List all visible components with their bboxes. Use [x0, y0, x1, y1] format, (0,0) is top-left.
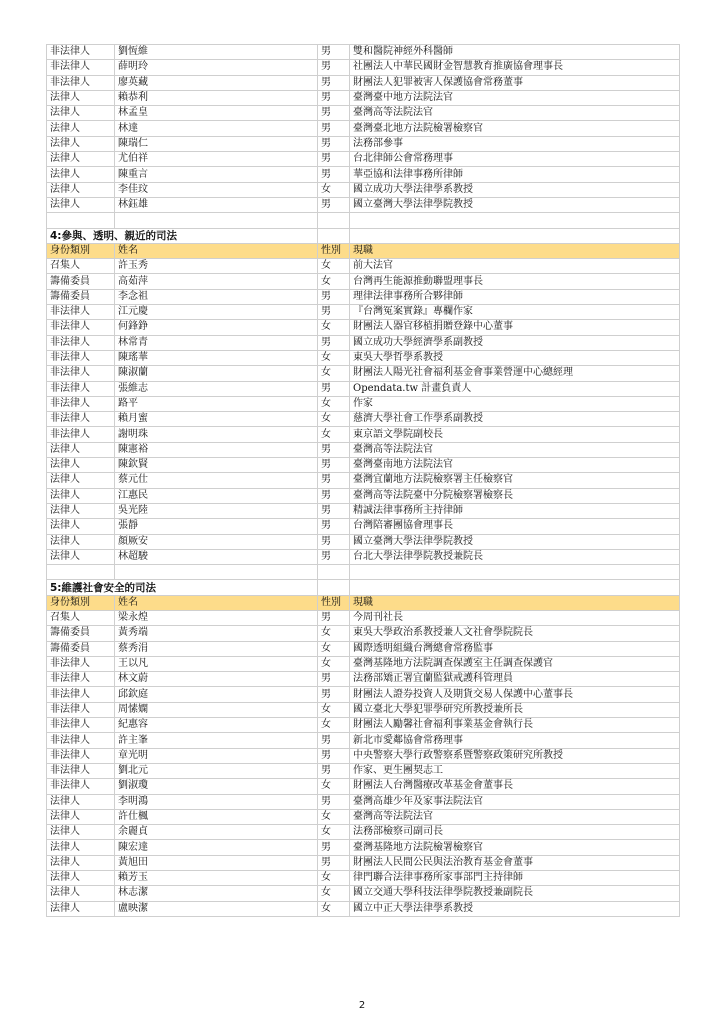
gender-cell: 男 — [318, 90, 350, 105]
gender-cell — [318, 565, 350, 580]
identity-cell: 召集人 — [47, 259, 115, 274]
empty-cell — [318, 580, 350, 595]
table-row — [47, 488, 680, 503]
position-cell: 臺灣基隆地方法院檢署檢察官 — [350, 840, 680, 855]
gender-cell: 男 — [318, 534, 350, 549]
identity-cell: 非法律人 — [47, 75, 115, 90]
gender-cell: 男 — [318, 519, 350, 534]
name-cell: 劉北元 — [115, 763, 318, 778]
gender-cell: 男 — [318, 473, 350, 488]
name-cell: 許仕楓 — [115, 809, 318, 824]
position-cell: 東吳大學哲學系教授 — [350, 350, 680, 365]
table-row — [47, 503, 680, 518]
gender-cell: 男 — [318, 442, 350, 457]
identity-cell: 法律人 — [47, 534, 115, 549]
position-cell: 東京語文學院副校長 — [350, 427, 680, 442]
identity-cell: 法律人 — [47, 152, 115, 167]
table-row — [47, 718, 680, 733]
name-cell: 王以凡 — [115, 656, 318, 671]
gender-cell: 女 — [318, 809, 350, 824]
gender-cell: 女 — [318, 427, 350, 442]
name-cell: 紀惠容 — [115, 718, 318, 733]
gender-cell: 男 — [318, 106, 350, 121]
position-cell: 台灣再生能源推動聯盟理事長 — [350, 274, 680, 289]
position-cell: 國際透明組織台灣總會常務監事 — [350, 641, 680, 656]
blank-row — [47, 565, 680, 580]
table-row — [47, 794, 680, 809]
table-row — [47, 289, 680, 304]
gender-cell: 男 — [318, 305, 350, 320]
table-row — [47, 610, 680, 625]
gender-cell: 男 — [318, 335, 350, 350]
name-cell: 周愫嫻 — [115, 702, 318, 717]
name-cell: 黃秀端 — [115, 626, 318, 641]
position-cell: 法務部矯正署宜蘭監獄戒護科管理員 — [350, 672, 680, 687]
position-cell: 財團法人民間公民與法治教育基金會董事 — [350, 855, 680, 870]
gender-cell: 男 — [318, 167, 350, 182]
committee-table — [46, 44, 680, 917]
position-cell: 臺灣高等法院法官 — [350, 106, 680, 121]
position-cell: 財團法人犯罪被害人保護協會常務董事 — [350, 75, 680, 90]
identity-cell: 非法律人 — [47, 60, 115, 75]
name-cell: 林志潔 — [115, 886, 318, 901]
gender-cell: 女 — [318, 825, 350, 840]
table-row — [47, 519, 680, 534]
name-cell: 林文蔚 — [115, 672, 318, 687]
identity-cell: 法律人 — [47, 182, 115, 197]
position-cell: 法務部參事 — [350, 136, 680, 151]
gender-cell: 男 — [318, 549, 350, 564]
name-cell: 許玉秀 — [115, 259, 318, 274]
name-cell: 梁永煌 — [115, 610, 318, 625]
section-title: 4:參與、透明、親近的司法 — [47, 228, 318, 243]
gender-cell: 男 — [318, 503, 350, 518]
gender-cell: 男 — [318, 45, 350, 60]
identity-cell: 身份類別 — [47, 595, 115, 610]
gender-cell: 女 — [318, 320, 350, 335]
gender-cell: 女 — [318, 656, 350, 671]
position-cell: 理律法律事務所合夥律師 — [350, 289, 680, 304]
name-cell: 張維志 — [115, 381, 318, 396]
table-row — [47, 458, 680, 473]
position-cell: 財團法人陽光社會福利基金會事業營運中心總經理 — [350, 366, 680, 381]
table-row — [47, 549, 680, 564]
table-row — [47, 855, 680, 870]
identity-cell: 法律人 — [47, 549, 115, 564]
position-cell: 慈濟大學社會工作學系副教授 — [350, 412, 680, 427]
identity-cell: 非法律人 — [47, 763, 115, 778]
identity-cell: 非法律人 — [47, 335, 115, 350]
position-cell: 國立臺灣大學法律學院教授 — [350, 534, 680, 549]
gender-cell: 性別 — [318, 595, 350, 610]
gender-cell: 男 — [318, 60, 350, 75]
table-row — [47, 320, 680, 335]
committee-table-body — [47, 45, 680, 917]
identity-cell: 法律人 — [47, 519, 115, 534]
identity-cell: 法律人 — [47, 901, 115, 916]
identity-cell: 法律人 — [47, 825, 115, 840]
position-cell — [350, 565, 680, 580]
name-cell: 吳光陸 — [115, 503, 318, 518]
table-row — [47, 335, 680, 350]
position-cell: 現職 — [350, 243, 680, 258]
identity-cell: 法律人 — [47, 442, 115, 457]
gender-cell: 男 — [318, 687, 350, 702]
identity-cell — [47, 213, 115, 228]
position-cell: 社團法人中華民國財金智慧教育推廣協會理事長 — [350, 60, 680, 75]
gender-cell: 男 — [318, 610, 350, 625]
table-row — [47, 412, 680, 427]
gender-cell: 女 — [318, 396, 350, 411]
table-row — [47, 381, 680, 396]
table-row — [47, 75, 680, 90]
position-cell: 法務部檢察司副司長 — [350, 825, 680, 840]
name-cell — [115, 565, 318, 580]
gender-cell: 女 — [318, 886, 350, 901]
position-cell: 國立交通大學科技法律學院教授兼副院長 — [350, 886, 680, 901]
gender-cell: 女 — [318, 274, 350, 289]
name-cell: 劉淑瓊 — [115, 779, 318, 794]
position-cell: 新北市愛鄰協會常務理事 — [350, 733, 680, 748]
table-row — [47, 106, 680, 121]
table-row — [47, 626, 680, 641]
position-cell: 作家、更生團契志工 — [350, 763, 680, 778]
gender-cell: 女 — [318, 412, 350, 427]
name-cell: 姓名 — [115, 595, 318, 610]
position-cell: 臺灣臺南地方法院法官 — [350, 458, 680, 473]
table-row — [47, 305, 680, 320]
identity-cell: 籌備委員 — [47, 641, 115, 656]
identity-cell: 非法律人 — [47, 381, 115, 396]
name-cell: 謝明珠 — [115, 427, 318, 442]
position-cell: 『台灣冤案實錄』專欄作家 — [350, 305, 680, 320]
position-cell: 作家 — [350, 396, 680, 411]
gender-cell: 女 — [318, 871, 350, 886]
position-cell — [350, 213, 680, 228]
identity-cell: 非法律人 — [47, 396, 115, 411]
blank-row — [47, 213, 680, 228]
identity-cell: 法律人 — [47, 136, 115, 151]
empty-cell — [350, 580, 680, 595]
identity-cell: 法律人 — [47, 871, 115, 886]
identity-cell: 法律人 — [47, 809, 115, 824]
gender-cell: 男 — [318, 672, 350, 687]
name-cell: 劉恆維 — [115, 45, 318, 60]
name-cell: 林孟皇 — [115, 106, 318, 121]
table-row — [47, 121, 680, 136]
position-cell: 雙和醫院神經外科醫師 — [350, 45, 680, 60]
gender-cell: 女 — [318, 702, 350, 717]
identity-cell: 法律人 — [47, 90, 115, 105]
gender-cell: 女 — [318, 366, 350, 381]
position-cell: 財團法人台灣醫療改革基金會董事長 — [350, 779, 680, 794]
header-row — [47, 595, 680, 610]
identity-cell: 非法律人 — [47, 366, 115, 381]
page-number: 2 — [358, 1000, 366, 1011]
identity-cell: 法律人 — [47, 488, 115, 503]
identity-cell: 籌備委員 — [47, 626, 115, 641]
gender-cell: 性別 — [318, 243, 350, 258]
gender-cell: 女 — [318, 718, 350, 733]
identity-cell: 非法律人 — [47, 702, 115, 717]
table-row — [47, 350, 680, 365]
table-row — [47, 197, 680, 212]
empty-cell — [350, 228, 680, 243]
position-cell: 財團法人勵馨社會福利事業基金會執行長 — [350, 718, 680, 733]
name-cell: 賴芳玉 — [115, 871, 318, 886]
name-cell: 賴恭利 — [115, 90, 318, 105]
name-cell: 江惠民 — [115, 488, 318, 503]
identity-cell: 法律人 — [47, 458, 115, 473]
gender-cell: 女 — [318, 641, 350, 656]
identity-cell: 非法律人 — [47, 748, 115, 763]
table-row — [47, 366, 680, 381]
position-cell: 精誠法律事務所主持律師 — [350, 503, 680, 518]
name-cell: 林達 — [115, 121, 318, 136]
table-row — [47, 427, 680, 442]
name-cell: 李明鴻 — [115, 794, 318, 809]
name-cell: 黃旭田 — [115, 855, 318, 870]
identity-cell — [47, 565, 115, 580]
identity-cell: 非法律人 — [47, 687, 115, 702]
position-cell: 台北律師公會常務理事 — [350, 152, 680, 167]
gender-cell: 男 — [318, 121, 350, 136]
name-cell: 陳憲裕 — [115, 442, 318, 457]
table-row — [47, 886, 680, 901]
gender-cell: 男 — [318, 855, 350, 870]
position-cell: 華亞協和法律事務所律師 — [350, 167, 680, 182]
identity-cell: 非法律人 — [47, 320, 115, 335]
table-row — [47, 901, 680, 916]
name-cell: 陳瑤華 — [115, 350, 318, 365]
identity-cell: 籌備委員 — [47, 274, 115, 289]
table-row — [47, 656, 680, 671]
name-cell: 李佳玟 — [115, 182, 318, 197]
gender-cell: 女 — [318, 350, 350, 365]
gender-cell: 男 — [318, 197, 350, 212]
section-title-row — [47, 580, 680, 595]
name-cell: 盧映潔 — [115, 901, 318, 916]
table-row — [47, 779, 680, 794]
table-row — [47, 45, 680, 60]
table-row — [47, 182, 680, 197]
gender-cell: 男 — [318, 840, 350, 855]
gender-cell: 男 — [318, 75, 350, 90]
table-row — [47, 396, 680, 411]
identity-cell: 法律人 — [47, 503, 115, 518]
document-sheet — [46, 44, 679, 917]
name-cell: 廖英藏 — [115, 75, 318, 90]
name-cell: 李念祖 — [115, 289, 318, 304]
name-cell: 江元慶 — [115, 305, 318, 320]
name-cell: 張靜 — [115, 519, 318, 534]
name-cell: 陳重言 — [115, 167, 318, 182]
name-cell: 余麗貞 — [115, 825, 318, 840]
table-row — [47, 641, 680, 656]
gender-cell — [318, 213, 350, 228]
position-cell: 國立成功大學經濟學系副教授 — [350, 335, 680, 350]
position-cell: 前大法官 — [350, 259, 680, 274]
identity-cell: 法律人 — [47, 197, 115, 212]
gender-cell: 女 — [318, 626, 350, 641]
identity-cell: 非法律人 — [47, 656, 115, 671]
table-row — [47, 259, 680, 274]
table-row — [47, 534, 680, 549]
position-cell: 台北大學法律學院教授兼院長 — [350, 549, 680, 564]
gender-cell: 男 — [318, 152, 350, 167]
position-cell: 財團法人器官移植捐贈登錄中心董事 — [350, 320, 680, 335]
table-row — [47, 840, 680, 855]
gender-cell: 男 — [318, 289, 350, 304]
name-cell: 陳瑞仁 — [115, 136, 318, 151]
identity-cell: 身份類別 — [47, 243, 115, 258]
position-cell: 中央警察大學行政警察系暨警察政策研究所教授 — [350, 748, 680, 763]
section-title-row — [47, 228, 680, 243]
identity-cell: 法律人 — [47, 106, 115, 121]
identity-cell: 法律人 — [47, 167, 115, 182]
name-cell: 許主峯 — [115, 733, 318, 748]
identity-cell: 法律人 — [47, 794, 115, 809]
identity-cell: 法律人 — [47, 886, 115, 901]
identity-cell: 非法律人 — [47, 672, 115, 687]
identity-cell: 召集人 — [47, 610, 115, 625]
gender-cell: 男 — [318, 458, 350, 473]
gender-cell: 女 — [318, 259, 350, 274]
identity-cell: 法律人 — [47, 855, 115, 870]
table-row — [47, 825, 680, 840]
table-row — [47, 136, 680, 151]
position-cell: 國立臺灣大學法律學院教授 — [350, 197, 680, 212]
name-cell: 陳宏達 — [115, 840, 318, 855]
name-cell: 尤伯祥 — [115, 152, 318, 167]
position-cell: 臺灣臺中地方法院法官 — [350, 90, 680, 105]
position-cell: 國立臺北大學犯罪學研究所教授兼所長 — [350, 702, 680, 717]
position-cell: 財團法人證券投資人及期貨交易人保護中心董事長 — [350, 687, 680, 702]
identity-cell: 法律人 — [47, 840, 115, 855]
section-title: 5:維護社會安全的司法 — [47, 580, 318, 595]
table-row — [47, 442, 680, 457]
gender-cell: 男 — [318, 381, 350, 396]
identity-cell: 非法律人 — [47, 427, 115, 442]
identity-cell: 法律人 — [47, 473, 115, 488]
position-cell: 臺灣基隆地方法院調查保護室主任調查保護官 — [350, 656, 680, 671]
position-cell: 東吳大學政治系教授兼人文社會學院院長 — [350, 626, 680, 641]
gender-cell: 男 — [318, 794, 350, 809]
table-row — [47, 871, 680, 886]
name-cell: 何鋒錚 — [115, 320, 318, 335]
name-cell: 邱欽庭 — [115, 687, 318, 702]
name-cell: 陳淑蘭 — [115, 366, 318, 381]
position-cell: 臺灣高等法院法官 — [350, 809, 680, 824]
gender-cell: 男 — [318, 136, 350, 151]
position-cell: 國立成功大學法律學系教授 — [350, 182, 680, 197]
table-row — [47, 90, 680, 105]
name-cell: 薛明玲 — [115, 60, 318, 75]
table-row — [47, 733, 680, 748]
identity-cell: 法律人 — [47, 121, 115, 136]
table-row — [47, 687, 680, 702]
identity-cell: 非法律人 — [47, 350, 115, 365]
table-row — [47, 473, 680, 488]
position-cell: 臺灣宜蘭地方法院檢察署主任檢察官 — [350, 473, 680, 488]
position-cell: Opendata.tw 計畫負責人 — [350, 381, 680, 396]
gender-cell: 女 — [318, 779, 350, 794]
table-row — [47, 763, 680, 778]
header-row — [47, 243, 680, 258]
position-cell: 台灣陪審團協會理事長 — [350, 519, 680, 534]
name-cell: 林常青 — [115, 335, 318, 350]
identity-cell: 非法律人 — [47, 733, 115, 748]
name-cell: 賴月蜜 — [115, 412, 318, 427]
gender-cell: 男 — [318, 763, 350, 778]
identity-cell: 非法律人 — [47, 412, 115, 427]
table-row — [47, 672, 680, 687]
position-cell: 國立中正大學法律學系教授 — [350, 901, 680, 916]
table-row — [47, 748, 680, 763]
table-row — [47, 809, 680, 824]
gender-cell: 女 — [318, 182, 350, 197]
identity-cell: 非法律人 — [47, 305, 115, 320]
name-cell: 章光明 — [115, 748, 318, 763]
gender-cell: 女 — [318, 901, 350, 916]
gender-cell: 男 — [318, 748, 350, 763]
position-cell: 臺灣臺北地方法院檢署檢察官 — [350, 121, 680, 136]
name-cell: 姓名 — [115, 243, 318, 258]
table-row — [47, 152, 680, 167]
position-cell: 臺灣高等法院法官 — [350, 442, 680, 457]
name-cell: 高茹萍 — [115, 274, 318, 289]
position-cell: 今周刊社長 — [350, 610, 680, 625]
identity-cell: 非法律人 — [47, 718, 115, 733]
name-cell — [115, 213, 318, 228]
identity-cell: 非法律人 — [47, 45, 115, 60]
table-row — [47, 702, 680, 717]
name-cell: 林鈺雄 — [115, 197, 318, 212]
table-row — [47, 274, 680, 289]
gender-cell: 男 — [318, 733, 350, 748]
identity-cell: 籌備委員 — [47, 289, 115, 304]
position-cell: 律門聯合法律事務所家事部門主持律師 — [350, 871, 680, 886]
position-cell: 臺灣高雄少年及家事法院法官 — [350, 794, 680, 809]
name-cell: 林超駿 — [115, 549, 318, 564]
identity-cell: 非法律人 — [47, 779, 115, 794]
name-cell: 蔡秀涓 — [115, 641, 318, 656]
name-cell: 顏厥安 — [115, 534, 318, 549]
table-row — [47, 167, 680, 182]
gender-cell: 男 — [318, 488, 350, 503]
table-row — [47, 60, 680, 75]
name-cell: 陳欽賢 — [115, 458, 318, 473]
name-cell: 蔡元仕 — [115, 473, 318, 488]
name-cell: 路平 — [115, 396, 318, 411]
empty-cell — [318, 228, 350, 243]
position-cell: 臺灣高等法院臺中分院檢察署檢察長 — [350, 488, 680, 503]
position-cell: 現職 — [350, 595, 680, 610]
